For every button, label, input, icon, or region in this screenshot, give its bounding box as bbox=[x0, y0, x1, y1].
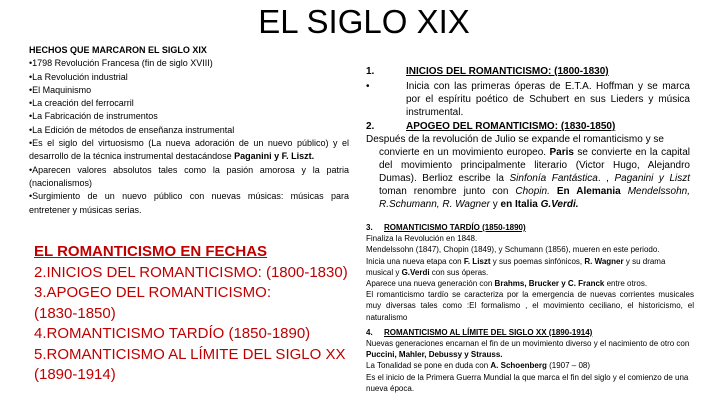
text-run: entre otros. bbox=[604, 279, 648, 289]
text-run: Nuevas generaciones encarnan el fin de un movimiento diverso y el nacimiento de otro con bbox=[366, 339, 690, 349]
fechas-section bbox=[34, 242, 354, 386]
text-run-bold: G.Verdi bbox=[401, 267, 430, 277]
hechos-item: •La Revolución industrial bbox=[29, 71, 128, 82]
fechas-line: (1830-1850) bbox=[34, 304, 116, 322]
section-3-line: El romanticismo tardío se caracteriza por la emergencia de nuevas corrientes musicales muy diversas tales como :El formalismo , el movimiento ceciliano, el historicismo, el naturalismo bbox=[366, 290, 694, 322]
hechos-section bbox=[29, 44, 349, 217]
text-run: Aparece una nueva generación con bbox=[366, 279, 495, 289]
section-4-line bbox=[366, 338, 694, 360]
text-run-italic: Sinfonía Fantástica bbox=[509, 173, 598, 184]
section-1-text: Inicia con las primeras óperas de E.T.A. Hoffman y se marca por el espíritu poético de Schubert en sus Lieders y música instrumental. bbox=[406, 81, 690, 118]
text-run: con sus óperas. bbox=[429, 267, 489, 277]
section-number: 4. bbox=[366, 327, 373, 337]
text-run-italic: Mendelssohn, R.Schumann, R. Wagner bbox=[379, 186, 690, 210]
section-number: 3. bbox=[366, 223, 373, 232]
hechos-item: •Surgimiento de un nuevo público con nuevas músicas: músicas para entretener y músicas serias. bbox=[29, 191, 349, 215]
periodos-section bbox=[366, 65, 690, 211]
section-number: 1. bbox=[366, 66, 375, 77]
fechas-line: 4.ROMANTICISMO TARDÍO (1850-1890) bbox=[34, 325, 311, 342]
text-run-bold: en Italia bbox=[500, 199, 538, 210]
text-run-bold: R. Wagner bbox=[584, 256, 624, 266]
section-4-heading bbox=[366, 327, 694, 338]
text-run: La Tonalidad se pone en duda con bbox=[366, 361, 491, 371]
section-3-line: Mendelssohn (1847), Chopin (1849), y Schumann (1856), mueren en este periodo. bbox=[366, 245, 660, 255]
text-run-bold: Brahms, Brucker y C. Franck bbox=[494, 279, 605, 289]
fechas-heading: EL ROMANTICISMO EN FECHAS bbox=[34, 243, 268, 260]
hechos-heading: HECHOS QUE MARCARON EL SIGLO XIX bbox=[29, 45, 207, 55]
fechas-line: 2.INICIOS DEL ROMANTICISMO: (1800-1830) bbox=[34, 263, 348, 281]
hechos-item: •La Fabricación de instrumentos bbox=[29, 111, 158, 122]
section-title: ROMANTICISMO TARDÍO (1850-1890) bbox=[384, 223, 526, 232]
virtuosismo-names: Paganini y F. Liszt. bbox=[234, 151, 315, 162]
section-title: APOGEO DEL ROMANTICISMO: (1830-1850) bbox=[406, 121, 616, 132]
text-run: . , bbox=[597, 173, 615, 184]
hechos-item: •El Maquinismo bbox=[29, 84, 92, 95]
section-2-intro: Después de la revolución de Julio se expande el romanticismo y se bbox=[366, 134, 664, 145]
section-3-heading bbox=[366, 222, 694, 233]
text-run: y bbox=[489, 199, 501, 210]
text-run-bold: Paris bbox=[549, 147, 574, 158]
text-run: y su drama musical y bbox=[366, 256, 666, 277]
page-title: EL SIGLO XIX bbox=[258, 3, 470, 40]
text-run: convierte en un movimiento europeo. bbox=[379, 147, 550, 158]
fechas-line: 5.ROMANTICISMO AL LÍMITE DEL SIGLO XX bbox=[34, 345, 346, 363]
hechos-item: •Aparecen valores absolutos tales como la pasión amorosa y la patria (nacionalismos) bbox=[29, 164, 349, 188]
hechos-item: •1798 Revolución Francesa (fin de siglo XVIII) bbox=[29, 58, 213, 69]
text-run-bold: Puccini, Mahler, Debussy y Strauss. bbox=[366, 350, 503, 360]
text-run-italic: Paganini y Liszt bbox=[614, 173, 691, 184]
section-1-bullet bbox=[366, 80, 690, 119]
section-number: 2. bbox=[366, 121, 375, 132]
text-run-italic: Chopin. bbox=[515, 186, 550, 197]
text-run-bold-italic: G.Verdi. bbox=[540, 199, 579, 210]
hechos-item: •La Edición de métodos de enseñanza instrumental bbox=[29, 124, 235, 135]
text-run: toman renombre junto con bbox=[379, 186, 516, 197]
bullet: • bbox=[366, 81, 370, 92]
section-1-heading bbox=[366, 65, 690, 78]
hechos-item-virtuosismo bbox=[29, 137, 349, 164]
section-3-line: Finaliza la Revolución en 1848. bbox=[366, 234, 478, 244]
fechas-line: (1890-1914) bbox=[34, 366, 116, 383]
section-4-line: Es el inicio de la Primera Guerra Mundial la que marca el fin del siglo y el comienzo de una nueva época. bbox=[366, 372, 689, 393]
virtuosismo-text: •Es el siglo del virtuosismo (La nueva adoración de un nuevo público) y el desarrollo de la técnica instrumental destacándose bbox=[29, 138, 349, 162]
text-run-bold: F. Liszt bbox=[463, 256, 491, 266]
section-3-line bbox=[366, 278, 694, 289]
section-title: INICIOS DEL ROMANTICISMO: (1800-1830) bbox=[406, 66, 609, 77]
section-2-text bbox=[366, 146, 690, 211]
section-3-line bbox=[366, 256, 694, 278]
section-4-line bbox=[366, 360, 694, 371]
text-run: Inicia una nueva etapa con bbox=[366, 256, 464, 266]
text-run: (1907 – 08) bbox=[546, 361, 590, 371]
text-run-bold: A. Schoenberg bbox=[490, 361, 547, 371]
section-2-heading bbox=[366, 120, 690, 133]
fechas-line: 3.APOGEO DEL ROMANTICISMO: bbox=[34, 284, 271, 301]
text-run: y sus poemas sinfónicos, bbox=[490, 256, 585, 266]
text-run: se convierte en la capital del movimiento principalmente literario (Victor Hugo, Alejandro Dumas). Berlioz escribe la bbox=[379, 147, 690, 184]
periodos-section-lower bbox=[366, 222, 694, 394]
text-run-bold: En Alemania bbox=[549, 186, 621, 197]
hechos-item: •La creación del ferrocarril bbox=[29, 98, 134, 109]
section-title: ROMANTICISMO AL LÍMITE DEL SIGLO XX (1890-1914) bbox=[384, 327, 593, 337]
